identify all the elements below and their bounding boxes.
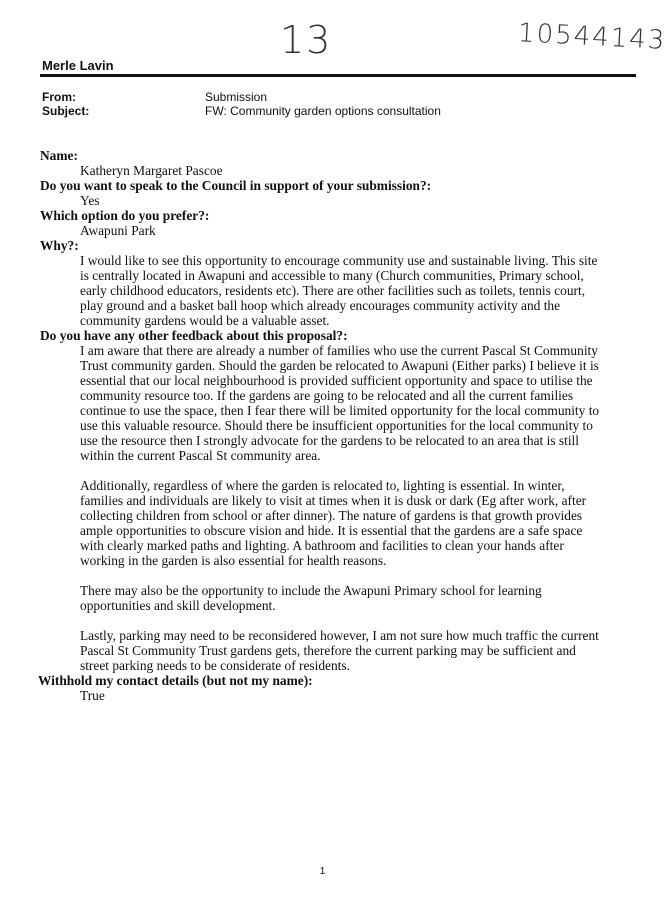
subject-row [42,104,602,118]
withhold-question: Withhold my contact details (but not my name): [38,673,313,688]
from-label: From: [42,90,76,104]
name-answer: Katheryn Margaret Pascoe [80,163,223,178]
from-row [42,90,602,104]
option-question: Which option do you prefer?: [40,208,210,223]
withhold-answer: True [80,688,105,703]
feedback-paragraph-2: Additionally, regardless of where the garden is relocated to, lighting is essential. In winter, families and individuals are likely to visit at times when it is dusk or dark (Eg after work, after collecting children from school or after dinner). The nature of gardens is that growth provides ample opportunities to obscure vision and hide. It is essential that the gardens are a safe space with clearly marked paths and lighting. A bathroom and facilities to clean your hands after working in the garden is also essential for health reasons. [80,478,587,568]
sender-name: Merle Lavin [42,58,114,73]
submission-body [40,148,606,703]
name-question: Name: [40,148,78,163]
why-question: Why?: [40,238,79,253]
subject-value: FW: Community garden options consultation [205,104,441,118]
option-answer: Awapuni Park [80,223,156,238]
header-divider [40,74,636,77]
subject-label: Subject: [42,104,90,118]
feedback-paragraph-1: I am aware that there are already a number of families who use the current Pascal St Community Trust community garden. Should the garden be relocated to Awapuni (Either parks) I believe it is essential that our local neighbourhood is provided sufficient opportunity and space to utilise the community resource too. If the gardens are going to be relocated and all the current families continue to use the space, then I fear there will be limited opportunity for the local community to use this valuable resource. Should there be insufficient opportunities for the local community to use the resource then I strongly advocate for the gardens to be relocated to an area that is still within the current Pascal St community area. [80,343,600,463]
feedback-paragraph-3: There may also be the opportunity to include the Awapuni Primary school for learning opportunities and skill development. [80,583,542,613]
feedback-question: Do you have any other feedback about this proposal?: [40,328,348,343]
why-answer: I would like to see this opportunity to encourage community use and sustainable living. This site is centrally located in Awapuni and accessible to many (Church communities, Primary school, early childhood educators, residents etc). There are other facilities such as toilets, tennis court, play ground and a basket ball hoop which already encourages community activity and the community gardens would be a valuable asset. [80,253,598,328]
speak-answer: Yes [80,193,100,208]
speak-question: Do you want to speak to the Council in support of your submission?: [40,178,432,193]
handwritten-reference-number: 10544143 [517,18,667,56]
from-value: Submission [205,90,268,104]
page-number: 1 [319,866,326,877]
handwritten-page-number: 13 [280,18,333,62]
feedback-paragraph-4: Lastly, parking may need to be reconsidered however, I am not sure how much traffic the current Pascal St Community Trust gardens gets, therefore the current parking may be sufficient and street parking needs to be considerate of residents. [80,628,599,673]
